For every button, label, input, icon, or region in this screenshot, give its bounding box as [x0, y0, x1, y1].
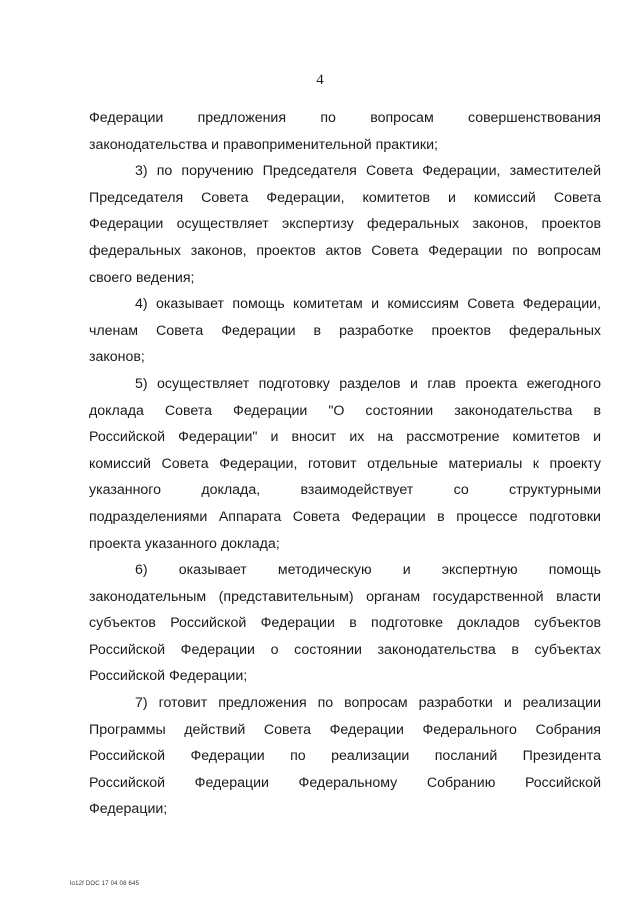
document-footer: lo12f DOC 17 04 08 645	[70, 881, 140, 887]
paragraph	[89, 158, 601, 291]
text-line: законодательства и правоприменительной практики;	[89, 136, 438, 153]
text-line: Программы действий Совета Федерации Федерального Собрания	[89, 721, 601, 738]
text-line: 4) оказывает помощь комитетам и комиссиям Совета Федерации,	[135, 296, 601, 313]
text-line: подразделениями Аппарата Совета Федерации в процессе подготовки	[89, 508, 601, 525]
text-line: Российской Федерации;	[89, 668, 248, 685]
text-line: комиссий Совета Федерации, готовит отдельные материалы к проекту	[89, 455, 601, 472]
paragraph	[89, 105, 601, 158]
text-line: Российской Федерации по реализации посланий Президента	[89, 748, 601, 765]
text-line: проекта указанного доклада;	[89, 535, 280, 552]
text-line: Российской Федерации о состоянии законодательства в субъектах	[89, 641, 601, 658]
paragraph	[89, 557, 601, 690]
page-number: 4	[316, 72, 324, 88]
text-line: своего ведения;	[89, 269, 195, 286]
paragraph	[89, 291, 601, 371]
text-line: федеральных законов, проектов актов Совета Федерации по вопросам	[89, 242, 601, 259]
text-line: Федерации;	[89, 801, 168, 818]
text-line: субъектов Российской Федерации в подготовке докладов субъектов	[89, 615, 601, 632]
text-line: 6) оказывает методическую и экспертную помощь	[135, 562, 601, 579]
text-line: Федерации предложения по вопросам совершенствования	[89, 110, 601, 126]
text-line: членам Совета Федерации в разработке проектов федеральных	[89, 322, 601, 339]
text-line: доклада Совета Федерации "О состоянии законодательства в	[89, 402, 601, 419]
document-body	[89, 105, 601, 823]
paragraph	[89, 690, 601, 823]
text-line: 3) по поручению Председателя Совета Федерации, заместителей	[135, 163, 601, 180]
text-line: Российской Федерации Федеральному Собранию Российской	[89, 774, 601, 791]
text-line: Федерации осуществляет экспертизу федеральных законов, проектов	[89, 216, 601, 233]
text-line: Российской Федерации" и вносит их на рассмотрение комитетов и	[89, 429, 601, 446]
text-line: законодательным (представительным) органам государственной власти	[89, 588, 601, 605]
paragraph	[89, 371, 601, 557]
text-line: законов;	[89, 349, 145, 366]
text-line: Председателя Совета Федерации, комитетов и комиссий Совета	[89, 189, 601, 206]
text-line: указанного доклада, взаимодействует со структурными	[89, 482, 601, 499]
text-line: 7) готовит предложения по вопросам разработки и реализации	[135, 695, 601, 712]
text-line: 5) осуществляет подготовку разделов и глав проекта ежегодного	[135, 375, 601, 392]
